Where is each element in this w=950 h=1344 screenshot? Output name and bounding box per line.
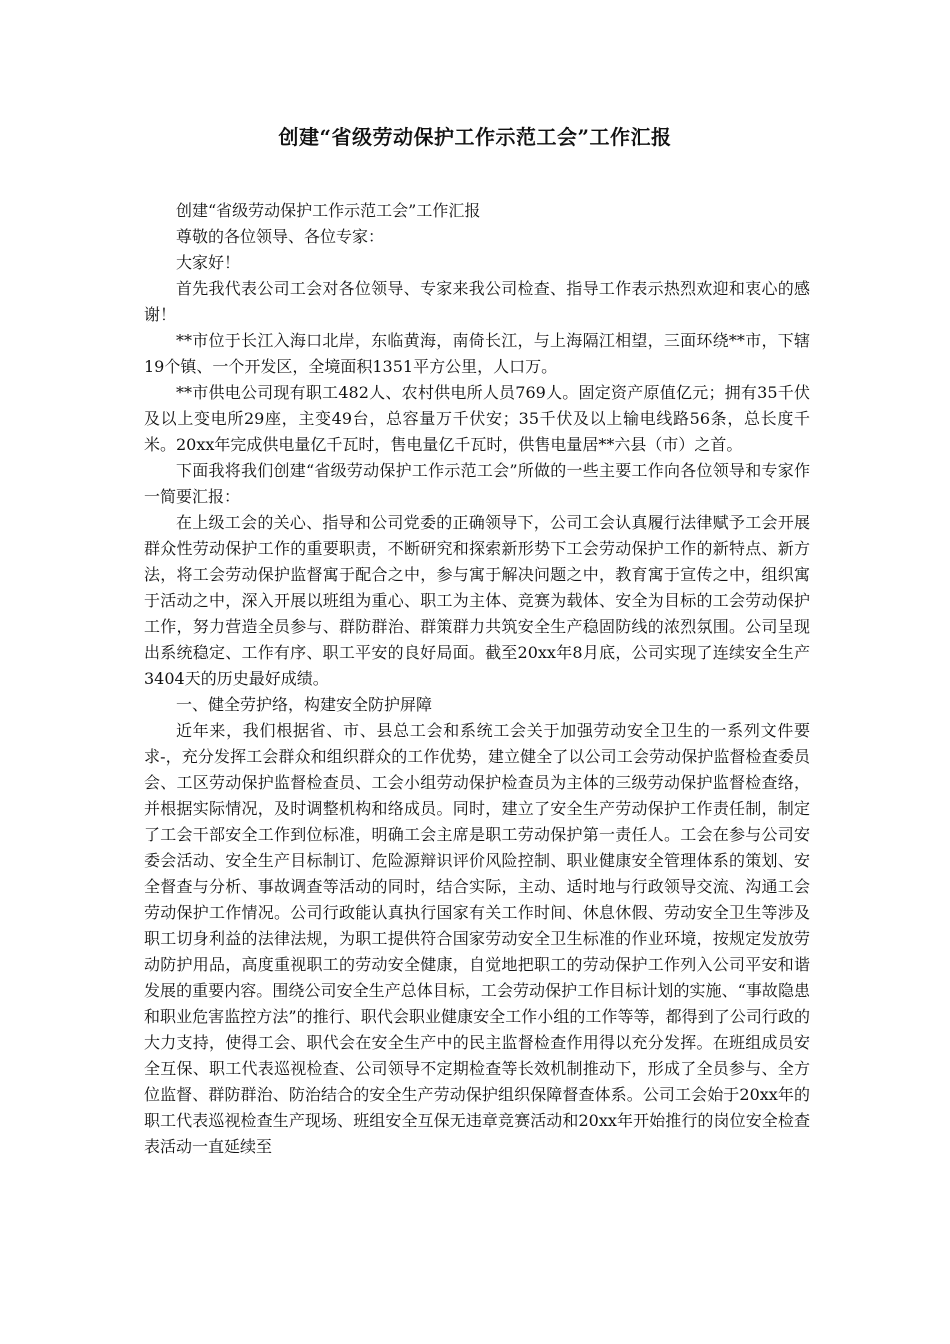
paragraph-city-intro: **市位于长江入海口北岸，东临黄海，南倚长江，与上海隔江相望，三面环绕**市，下辖19个镇、一个开发区，全境面积1351平方公里，人口万。 <box>144 331 810 376</box>
paragraph-welcome: 首先我代表公司工会对各位领导、专家来我公司检查、指导工作表示热烈欢迎和衷心的感谢！ <box>144 279 810 324</box>
paragraph-report-lead: 下面我将我们创建“省级劳动保护工作示范工会”所做的一些主要工作向各位领导和专家作一简要汇报： <box>144 461 810 506</box>
paragraph-salutation: 尊敬的各位领导、各位专家： <box>176 227 385 246</box>
paragraph-overview: 在上级工会的关心、指导和公司党委的正确领导下，公司工会认真履行法律赋予工会开展群众性劳动保护工作的重要职责，不断研究和探索新形势下工会劳动保护工作的新特点、新方法，将工会劳动保护监督寓于配合之中，参与寓于解决问题之中，教育寓于宣传之中，组织寓于活动之中，深入开展以班组为重心、职工为主体、竞赛为载体、安全为目标的工会劳动保护工作，努力营造全员参与、群防群治、群策群力共筑安全生产稳固防线的浓烈氛围。公司呈现出系统稳定、工作有序、职工平安的良好局面。截至20xx年8月底，公司实现了连续安全生产3404天的历史最好成绩。 <box>144 513 810 688</box>
document-title: 创建“省级劳动保护工作示范工会”工作汇报 <box>278 125 672 149</box>
paragraph-section-1-body: 近年来，我们根据省、市、县总工会和系统工会关于加强劳动安全卫生的一系列文件要求-，充分发挥工会群众和组织群众的工作优势，建立健全了以公司工会劳动保护监督检查委员会、工区劳动保护监督检查员、工会小组劳动保护检查员为主体的三级劳动保护监督检查络，并根据实际情况，及时调整机构和络成员。同时，建立了安全生产劳动保护工作责任制，制定了工会干部安全工作到位标准，明确工会主席是职工劳动保护第一责任人。工会在参与公司安委会活动、安全生产目标制订、危险源辩识评价风险控制、职业健康安全管理体系的策划、安全督查与分析、事故调查等活动的同时，结合实际，主动、适时地与行政领导交流、沟通工会劳动保护工作情况。公司行政能认真执行国家有关工作时间、休息休假、劳动安全卫生等涉及职工切身利益的法律法规，为职工提供符合国家劳动安全卫生标准的作业环境，按规定发放劳动防护用品，高度重视职工的劳动安全健康，自觉地把职工的劳动保护工作列入公司平安和谐发展的重要内容。围绕公司安全生产总体目标，工会劳动保护工作目标计划的实施、“事故隐患和职业危害监控方法”的推行、职代会职业健康安全工作小组的工作等等，都得到了公司行政的大力支持，使得工会、职代会在安全生产中的民主监督检查作用得以充分发挥。在班组成员安全互保、职工代表巡视检查、公司领导不定期检查等长效机制推动下，形成了全员参与、全方位监督、群防群治、防治结合的安全生产劳动保护组织保障督查体系。公司工会始于20xx年的职工代表巡视检查生产现场、班组安全互保无违章竞赛活动和20xx年开始推行的岗位安全检查表活动一直延续至 <box>144 721 810 1156</box>
paragraph-heading-repeat: 创建“省级劳动保护工作示范工会”工作汇报 <box>176 201 481 220</box>
paragraph-company-intro: **市供电公司现有职工482人、农村供电所人员769人。固定资产原值亿元；拥有35千伏及以上变电所29座，主变49台，总容量万千伏安；35千伏及以上输电线路56条，总长度千米。20xx年完成供电量亿千瓦时，售电量亿千瓦时，供售电量居**六县（市）之首。 <box>144 383 810 454</box>
document-body <box>144 198 810 1160</box>
paragraph-greeting: 大家好！ <box>176 253 241 272</box>
section-heading-1: 一、健全劳护络，构建安全防护屏障 <box>176 695 433 714</box>
